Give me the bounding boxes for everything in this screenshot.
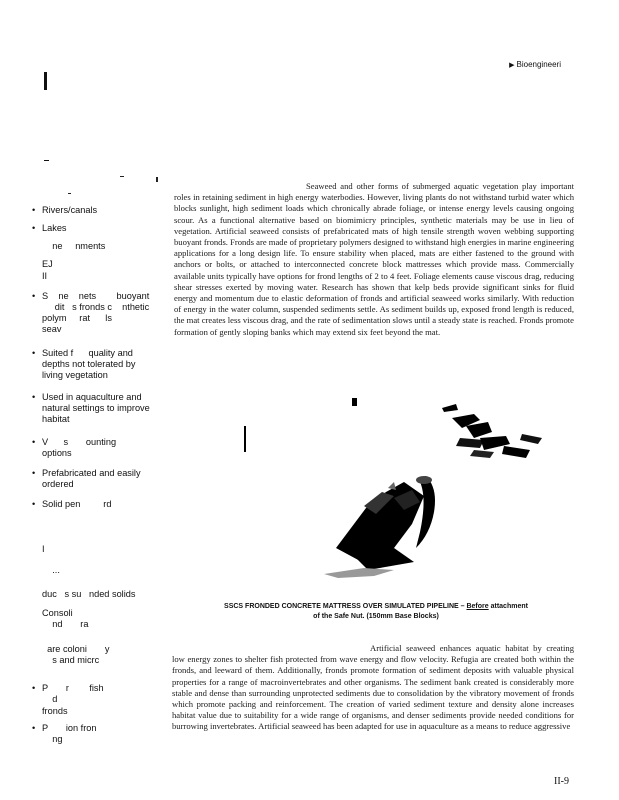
sidebar-item bbox=[32, 259, 168, 270]
sidebar-item bbox=[32, 723, 168, 745]
sidebar-item bbox=[32, 468, 168, 490]
section-marker-bar bbox=[44, 72, 47, 90]
bullet-icon: • bbox=[32, 437, 36, 447]
sidebar-item-text: S ne nets buoyant dit s fronds c nthetic polym rat ls seav bbox=[42, 291, 150, 334]
photo-rod-mark bbox=[352, 398, 357, 406]
scan-mark bbox=[44, 160, 49, 161]
sidebar-item bbox=[32, 271, 168, 282]
sidebar-item-text: Solid pen rd bbox=[42, 499, 112, 509]
sidebar-item bbox=[32, 683, 168, 705]
habitat-paragraph bbox=[172, 643, 574, 733]
bullet-icon: • bbox=[32, 205, 36, 215]
bullet-icon: • bbox=[32, 291, 36, 301]
scan-mark bbox=[120, 176, 124, 177]
page-number: II-9 bbox=[554, 776, 569, 787]
bullet-icon: • bbox=[32, 468, 36, 478]
sidebar-item bbox=[32, 437, 168, 459]
mattress-photo bbox=[244, 398, 562, 594]
sidebar-item-text: fronds bbox=[42, 706, 68, 716]
sidebar-item-text: II bbox=[42, 271, 48, 281]
bullet-icon: • bbox=[32, 499, 36, 509]
sidebar-item-text: ... bbox=[42, 565, 60, 575]
sidebar-item bbox=[32, 348, 168, 381]
running-header bbox=[509, 60, 561, 69]
header-arrow-icon: ▶ bbox=[509, 62, 515, 69]
sidebar-item bbox=[32, 241, 168, 252]
caption-text: SSCS FRONDED CONCRETE MATTRESS OVER SIMULATED PIPELINE – bbox=[224, 603, 467, 610]
photo-frame-edge bbox=[244, 426, 246, 452]
sidebar-item-text: Prefabricated and easily ordered bbox=[42, 468, 141, 489]
sidebar-item bbox=[32, 392, 168, 425]
habitat-paragraph-text: Artificial seaweed enhances aquatic habitat by creating low energy zones to shelter fish protected from wave energy and flow velocity. Refugia are created both within the fronds, and leeward of them. Additionally, fronds promote formation of sediment deposits with valuable physical properties for a range of macroinvertebrates and other organisms. The sediment bank created is considerably more stable and dense than surrounding unprotected sediments due to consolidation by the vibratory movement of fronds which promote packing and reinforcement. The creation of varied sediment texture and density alone increases habitat value due to suitability for a wide range of organisms, and denser sediments provide needed conditions for burrowing invertebrates. Artificial seaweed has been adapted for use in aquaculture as a means to reduce aggressive bbox=[172, 643, 574, 732]
caption-line: of the Safe Nut. (150mm Base Blocks) bbox=[313, 613, 439, 620]
photo-caption bbox=[196, 602, 556, 622]
bullet-icon: • bbox=[32, 348, 36, 358]
sidebar-item bbox=[32, 223, 168, 234]
sidebar-item-text: Used in aquaculture and natural settings to improve habitat bbox=[42, 392, 150, 424]
bullet-icon: • bbox=[32, 223, 36, 233]
scan-mark bbox=[156, 177, 158, 182]
bullet-icon: • bbox=[32, 392, 36, 402]
sidebar-item bbox=[32, 205, 168, 216]
sidebar-item-text: Consoli nd ra bbox=[42, 608, 89, 629]
sidebar-item bbox=[32, 565, 168, 576]
sidebar-item-text: I bbox=[42, 544, 45, 554]
sidebar-item-text: Suited f quality and depths not tolerated by living vegetation bbox=[42, 348, 136, 380]
sidebar-item-text: are coloni y s and micrc bbox=[47, 644, 110, 665]
bullet-icon: • bbox=[32, 683, 36, 693]
caption-line bbox=[196, 602, 556, 612]
sidebar-item-text: duc s su nded solids bbox=[42, 589, 136, 599]
sidebar-item-text: EJ bbox=[42, 259, 53, 269]
sidebar-item-text: Rivers/canals bbox=[42, 205, 98, 215]
sidebar-item bbox=[32, 544, 168, 555]
intro-paragraph bbox=[174, 181, 574, 338]
caption-emphasis: Before bbox=[466, 603, 489, 610]
sidebar-item-text: V s ounting options bbox=[42, 437, 117, 458]
scan-mark bbox=[68, 193, 71, 194]
sidebar-item bbox=[32, 499, 168, 510]
header-label: Bioengineeri bbox=[516, 60, 561, 69]
sidebar-item-text: ne nments bbox=[42, 241, 106, 251]
bullet-icon: • bbox=[32, 723, 36, 733]
sidebar-item bbox=[32, 706, 168, 717]
sidebar-item-text: P r fish d bbox=[42, 683, 104, 704]
sidebar-item-text: P ion fron ng bbox=[42, 723, 97, 744]
sidebar-item bbox=[32, 608, 168, 630]
sidebar-item bbox=[32, 589, 168, 600]
caption-text: attachment bbox=[488, 603, 528, 610]
intro-paragraph-text: Seaweed and other forms of submerged aquatic vegetation play important roles in retaining sediment in high energy waterbodies. However, living plants do not withstand turbid water which blocks sunlight, high sediment loads which chronically abrade foliage, or intense energy levels causing ongoing scour. As a functional alternative based on biomimicry principles, synthetic materials may be use in lieu of vegetation. Artificial seaweed consists of prefabricated mats of high tensile strength woven webbing supporting buoyant fronds. Fronds are made of proprietary polymers designed to withstand high energies in marine engineering applications for a long design life. To ensure stability when placed, mats are either fastened to the ground with anchors or bolts, or attached to interconnected concrete block mattresses which provide mass. Commercially available units typically have options for frond lengths of 2 to 4 feet. Foliage elements cause viscous drag, reducing shear stresses exerted by moving water. Research has shown that kelp beds provide significant sinks for fluid energy and momentum due to elastic deformation of fronds and artificial seaweed works similarly. With reduction of energy in the water column, suspended sediments settle. As sediment builds up, exposed frond length is reduced, the mat creates less viscous drag, and the rate of sedimentation slows until a steady state is reached. Fronds promote formation of gently sloping banks which may extend six feet beyond the mat. bbox=[174, 181, 574, 337]
sidebar-item bbox=[32, 291, 168, 335]
sidebar-item bbox=[32, 644, 168, 666]
sidebar-item-text: Lakes bbox=[42, 223, 67, 233]
